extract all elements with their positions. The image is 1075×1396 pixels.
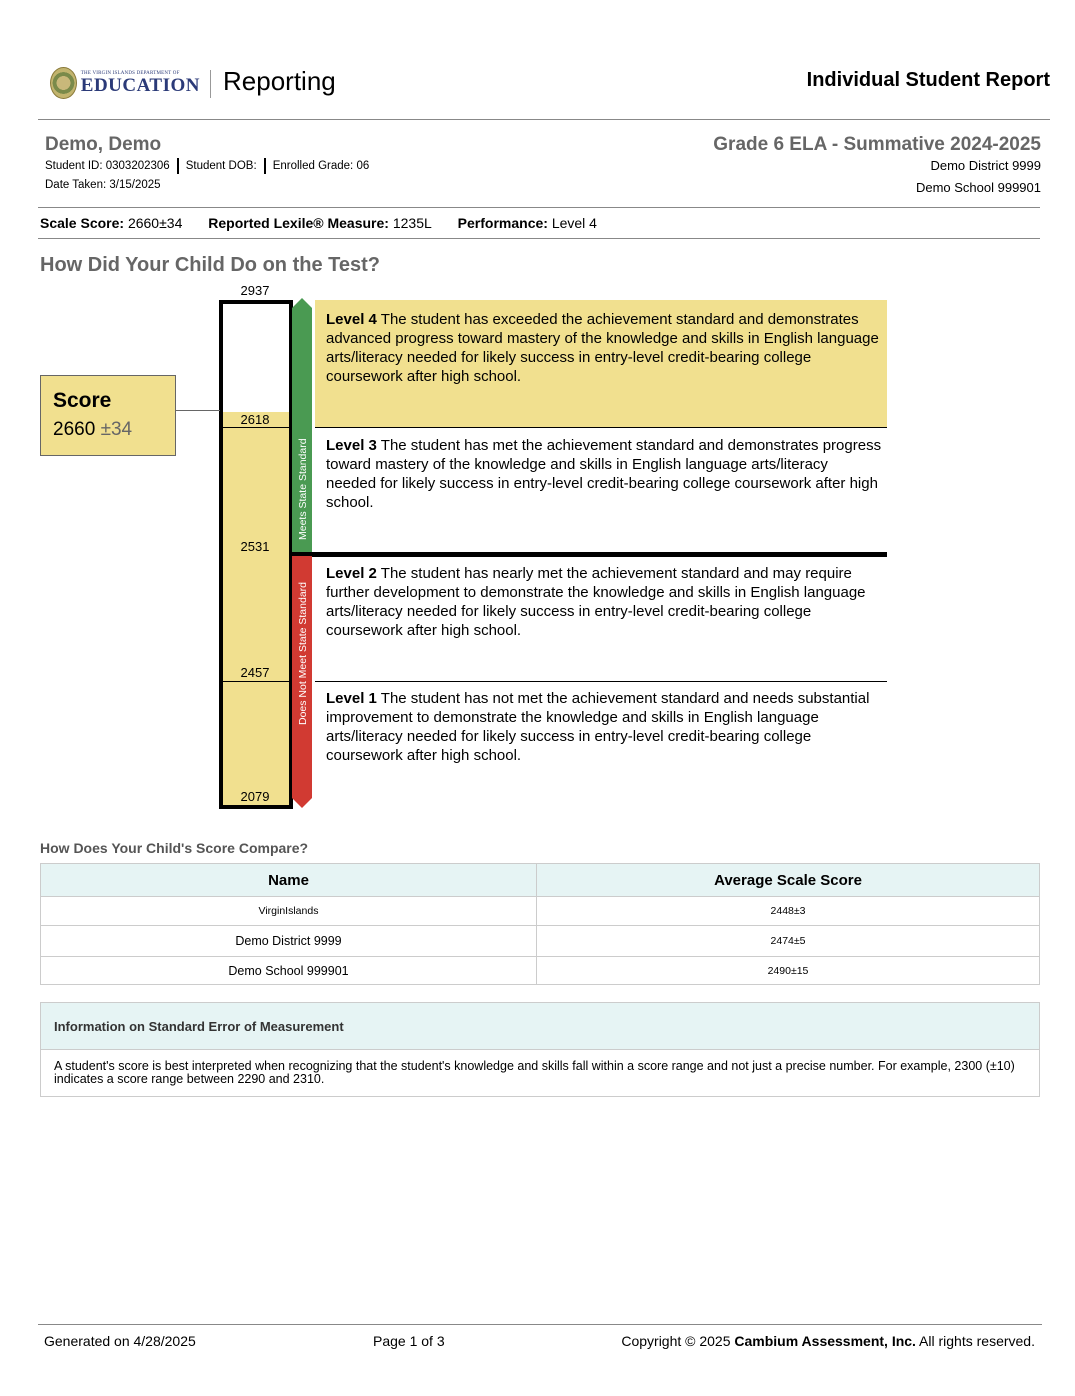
column-header-score: Average Scale Score — [537, 864, 1040, 897]
level-3-text: The student has met the achievement standard and demonstrates progress toward mastery of the knowledge and skills in English language arts/literacy needed for likely success in entry-level credit-bearing college coursework after high school. — [326, 437, 882, 511]
level-divider — [315, 427, 887, 428]
test-name: Grade 6 ELA - Summative 2024-2025 — [713, 134, 1041, 155]
row-score: 2474±5 — [537, 926, 1040, 957]
table-row — [41, 897, 1040, 926]
student-id-label: Student ID: — [45, 160, 103, 172]
scale-score-value: 2660±34 — [127, 215, 183, 231]
compare-title: How Does Your Child's Score Compare? — [40, 840, 309, 856]
school-name: Demo School 999901 — [915, 180, 1041, 195]
lexile-value: 1235L — [392, 215, 432, 231]
scale-tick: 2531 — [240, 539, 270, 554]
student-id: 0303202306 — [105, 160, 170, 172]
level-1-name: Level 1 — [326, 690, 377, 707]
page-number: Page 1 of 3 — [373, 1333, 445, 1349]
compare-table — [40, 863, 1040, 985]
student-info — [45, 158, 369, 174]
level-2-name: Level 2 — [326, 565, 377, 582]
score-box — [40, 375, 176, 456]
meets-label: Meets State Standard — [297, 438, 309, 540]
scale-tick: 2937 — [240, 283, 270, 298]
seal-icon — [50, 67, 77, 99]
report-title: Individual Student Report — [806, 69, 1050, 91]
score-value: 2660 — [53, 419, 96, 440]
copyright — [621, 1333, 1035, 1349]
enrolled-grade: 06 — [356, 160, 370, 172]
student-name: Demo, Demo — [45, 134, 162, 155]
scale-tick: 2457 — [240, 665, 270, 680]
up-arrow-icon — [292, 298, 312, 308]
logo-big-text: EDUCATION — [80, 75, 200, 96]
row-name: Demo District 9999 — [41, 926, 537, 957]
section-title: How Did Your Child Do on the Test? — [40, 254, 380, 276]
score-label: Score — [53, 389, 112, 412]
level-3-description — [326, 436, 882, 512]
level-divider — [315, 681, 887, 682]
scale-tick: 2079 — [240, 789, 270, 804]
district-name: Demo District 9999 — [930, 158, 1041, 173]
row-score: 2490±15 — [537, 957, 1040, 985]
down-arrow-icon — [292, 798, 312, 808]
level-2-description — [326, 564, 882, 640]
lexile-label: Reported Lexile® Measure: — [208, 215, 389, 231]
sem-text: A student's score is best interpreted when recognizing that the student's knowledge and skills fall within a score range and not just a precise number. For example, 2300 (±10) indicates a score range between 2290 and 2310. — [54, 1059, 1015, 1086]
summary-rule — [38, 238, 1040, 239]
row-name: Demo School 999901 — [41, 957, 537, 985]
education-logo — [50, 66, 200, 100]
date-taken-label: Date Taken: — [45, 179, 107, 191]
level-1-description — [326, 689, 882, 765]
score-pointer-line — [175, 410, 220, 411]
student-dob-label: Student DOB: — [185, 160, 257, 172]
score-summary — [40, 215, 619, 231]
not-meets-label: Does Not Meet State Standard — [297, 582, 309, 725]
info-rule — [38, 207, 1040, 208]
copyright-post: All rights reserved. — [915, 1333, 1035, 1349]
scale-divider — [219, 681, 293, 682]
date-taken-value: 3/15/2025 — [109, 179, 161, 191]
scale-tick: 2618 — [240, 412, 270, 427]
info-separator — [177, 158, 179, 174]
enrolled-grade-label: Enrolled Grade: — [272, 160, 354, 172]
column-header-name: Name — [41, 864, 537, 897]
scale-score-label: Scale Score: — [40, 215, 125, 231]
level-4-description — [326, 310, 882, 386]
scale-divider — [219, 427, 293, 428]
table-row — [41, 926, 1040, 957]
level-4-text: The student has exceeded the achievement standard and demonstrates advanced progress toward mastery of the knowledge and skills in English language arts/literacy needed for likely success in entry-level credit-bearing college coursework after high school. — [326, 311, 879, 385]
level-3-name: Level 3 — [326, 437, 377, 454]
header-rule — [38, 119, 1050, 120]
table-header-row — [41, 864, 1040, 897]
level-1-text: The student has not met the achievement standard and needs substantial improvement to demonstrate the knowledge and skills in English language arts/literacy needed for likely success in entry-level credit-bearing college coursework after high school. — [326, 690, 870, 764]
level-2-text: The student has nearly met the achievement standard and may require further development to demonstrate the knowledge and skills in English language arts/literacy needed for likely success in entry-level credit-bearing college coursework after high school. — [326, 565, 866, 639]
score-scale-level4-region — [223, 304, 289, 412]
row-score: 2448±3 — [537, 897, 1040, 926]
app-name: Reporting — [223, 66, 336, 96]
header-divider — [210, 70, 211, 98]
row-name: VirginIslands — [41, 897, 537, 926]
info-separator — [264, 158, 266, 174]
date-taken — [45, 179, 161, 191]
standard-arrows — [290, 298, 316, 810]
table-row — [41, 957, 1040, 985]
performance-value: Level 4 — [551, 215, 597, 231]
logo-small-text: THE VIRGIN ISLANDS DEPARTMENT OF — [80, 71, 180, 76]
score-error: ±34 — [100, 419, 133, 440]
footer-rule — [38, 1324, 1042, 1325]
performance-label: Performance: — [457, 215, 548, 231]
sem-title: Information on Standard Error of Measurement — [41, 1003, 1039, 1050]
copyright-company: Cambium Assessment, Inc. — [734, 1333, 916, 1349]
level-4-name: Level 4 — [326, 311, 377, 328]
copyright-pre: Copyright © 2025 — [621, 1333, 735, 1349]
generated-date: Generated on 4/28/2025 — [44, 1333, 196, 1349]
standard-divider — [219, 552, 887, 557]
sem-info-box — [40, 1002, 1040, 1097]
